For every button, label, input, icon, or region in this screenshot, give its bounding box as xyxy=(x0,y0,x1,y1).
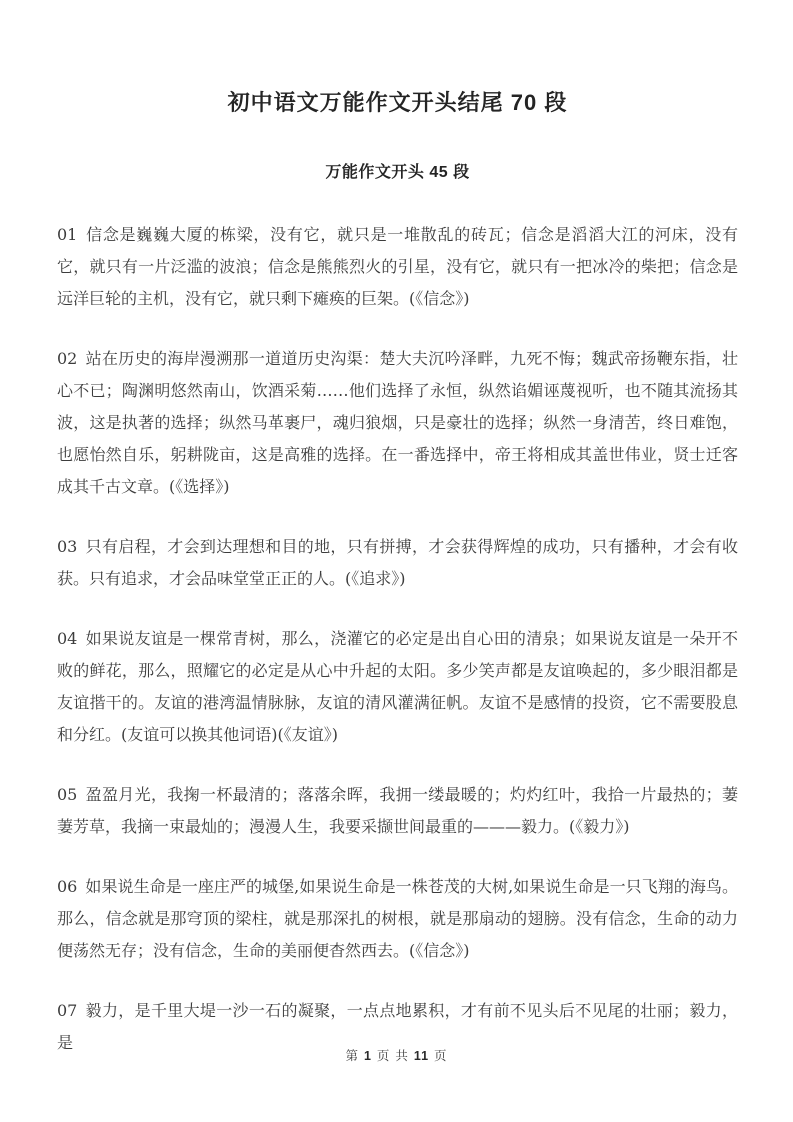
paragraph-01 xyxy=(57,219,738,315)
paragraph-text: 站在历史的海岸漫溯那一道道历史沟渠：楚大夫沉吟泽畔，九死不悔；魏武帝扬鞭东指，壮心不已；陶渊明悠然南山，饮酒采菊……他们选择了永恒，纵然谄媚诬蔑视听，也不随其流扬其波，这是执著的选择；纵然马革裹尸，魂归狼烟，只是豪壮的选择；纵然一身清苦，终日难饱，也愿怡然自乐，躬耕陇亩，这是高雅的选择。在一番选择中，帝王将相成其盖世伟业，贤士迁客成其千古文章。(《选择》) xyxy=(57,349,738,496)
paragraph-05 xyxy=(57,779,738,843)
paragraph-text: 如果说生命是一座庄严的城堡,如果说生命是一株苍茂的大树,如果说生命是一只飞翔的海鸟。那么，信念就是那穹顶的梁柱，就是那深扎的树根，就是那扇动的翅膀。没有信念，生命的动力便荡然无存；没有信念，生命的美丽便杳然西去。(《信念》) xyxy=(57,877,738,960)
paragraph-text: 信念是巍巍大厦的栋梁，没有它，就只是一堆散乱的砖瓦；信念是滔滔大江的河床，没有它，就只有一片泛滥的波浪；信念是熊熊烈火的引星，没有它，就只有一把冰冷的柴把；信念是远洋巨轮的主机，没有它，就只剩下瘫痪的巨架。(《信念》) xyxy=(57,225,738,308)
paragraph-04 xyxy=(57,623,738,751)
paragraph-02 xyxy=(57,343,738,503)
paragraph-text: 盈盈月光，我掬一杯最清的；落落余晖，我拥一缕最暖的；灼灼红叶，我拾一片最热的；萋萋芳草，我摘一束最灿的；漫漫人生，我要采撷世间最重的———毅力。(《毅力》) xyxy=(57,785,738,836)
footer-current-page-number: 1 xyxy=(363,1049,372,1063)
document-body xyxy=(57,219,738,1059)
paragraph-number: 02 xyxy=(57,349,78,368)
document-title: 初中语文万能作文开头结尾 70 段 xyxy=(227,90,568,115)
page-footer xyxy=(0,1048,793,1064)
paragraph-number: 04 xyxy=(57,629,78,648)
paragraph-number: 03 xyxy=(57,537,78,556)
paragraph-number: 01 xyxy=(57,225,78,244)
paragraph-number: 07 xyxy=(57,1001,78,1020)
paragraph-number: 05 xyxy=(57,785,78,804)
paragraph-03 xyxy=(57,531,738,595)
footer-label-page: 第 xyxy=(345,1048,359,1063)
paragraph-text: 如果说友谊是一棵常青树，那么，浇灌它的必定是出自心田的清泉；如果说友谊是一朵开不败的鲜花，那么，照耀它的必定是从心中升起的太阳。多少笑声都是友谊唤起的，多少眼泪都是友谊揩干的。友谊的港湾温情脉脉，友谊的清风灌满征帆。友谊不是感情的投资，它不需要股息和分红。(友谊可以换其他词语)(《友谊》) xyxy=(57,629,738,744)
footer-label-of: 页 共 xyxy=(376,1048,409,1063)
section-heading: 万能作文开头 45 段 xyxy=(325,164,470,181)
paragraph-number: 06 xyxy=(57,877,78,896)
paragraph-06 xyxy=(57,871,738,967)
paragraph-text: 毅力，是千里大堤一沙一石的凝聚，一点点地累积，才有前不见头后不见尾的壮丽；毅力，是 xyxy=(57,1001,738,1052)
footer-label-pages: 页 xyxy=(434,1048,448,1063)
paragraph-text: 只有启程，才会到达理想和目的地，只有拼搏，才会获得辉煌的成功，只有播种，才会有收获。只有追求，才会品味堂堂正正的人。(《追求》) xyxy=(57,537,738,588)
footer-total-page-number: 11 xyxy=(413,1049,430,1063)
